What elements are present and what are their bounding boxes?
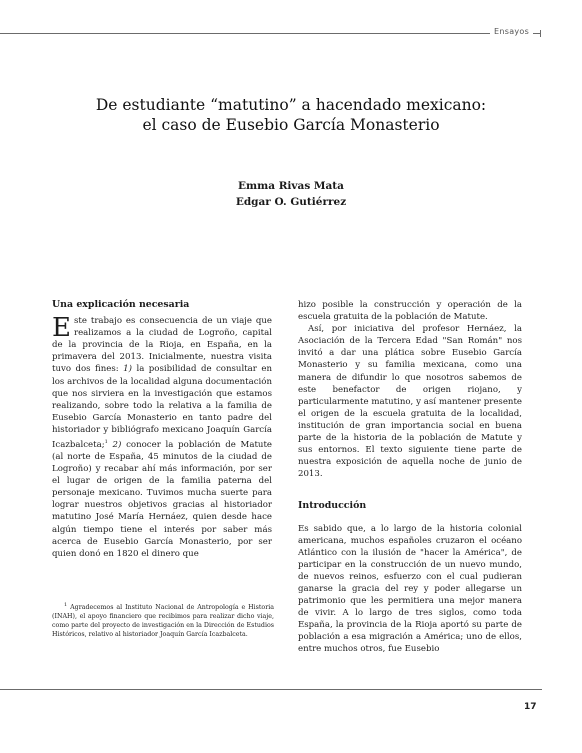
- body-paragraph: Así, por iniciativa del profesor Hernáez, la Asociación de la Tercera Edad "San Román" nos invitó a dar una plática sobre Eusebio García Monasterio y su familia mexicana, como una manera de difundir lo que nosotros sabemos de este benefactor de origen riojano, y particularmente matutino, y así mantener presente el origen de la escuela gratuita de la localidad, institución de gran importancia social en buena parte de la historia de la población de Matute y sus entornos. El texto siguiente tiene parte de nuestra exposición de aquella noche de junio de 2013.: [298, 324, 522, 480]
- body-paragraph: Es sabido que, a lo largo de la historia colonial americana, muchos españoles cruzaron el océano Atlántico con la ilusión de "hacer la América", de participar en la construcción de un nuevo mundo, de nuevos reinos, esfuerzo con el cual pudieran ganarse la gracia del rey y poder allegarse un patrimonio que les permitiera una mejor manera de vivir. A lo largo de tres siglos, como toda España, la provincia de la Rioja aportó su parte de población a esa migración a América; uno de ellos, entre muchos otros, fue Eusebio: [298, 523, 522, 655]
- footnote-mark: 1: [64, 602, 68, 608]
- author-list: [60, 178, 522, 210]
- article-title: [60, 95, 522, 135]
- left-column: [52, 299, 272, 560]
- right-column: [298, 299, 522, 656]
- page-number: 17: [524, 702, 537, 712]
- header-rule: [0, 33, 540, 34]
- section-heading: Introducción: [298, 500, 367, 512]
- body-paragraph: hizo posible la construcción y operación de la escuela gratuita de la población de Matute.: [298, 300, 522, 323]
- title-line-2: el caso de Eusebio García Monasterio: [142, 116, 440, 134]
- footnote: [52, 601, 274, 639]
- drop-cap: E: [52, 313, 71, 344]
- footnote-text: Agradecemos al Instituto Nacional de Antropología e Historia (INAH), el apoyo financiero que recibimos para realizar dicho viaje, como parte del proyecto de investigación en la Dirección de Estudios Históricos, relativo al historiador Joaquín García Icazbalceta.: [52, 604, 274, 639]
- title-line-1: De estudiante “matutino” a hacendado mexicano:: [95, 96, 487, 114]
- author-name: Emma Rivas Mata: [238, 180, 344, 192]
- author-name: Edgar O. Gutiérrez: [235, 196, 347, 208]
- footnote-ref[interactable]: 1: [104, 439, 108, 446]
- body-paragraph: Este trabajo es consecuencia de un viaje que realizamos a la ciudad de Logroño, capital de la provincia de la Rioja, en España, en la primavera del 2013. Inicialmente, nuestra visita tuvo dos fines: 1) la posibilidad de consultar en los archivos de la localidad alguna documentación que nos sirviera en la investigación que estamos realizando, sobre todo la relativa a la familia de Eusebio García Monasterio en tanto padre del historiador y bibliógrafo mexicano Joaquín García Icazbalceta;$^1$ 2) conocer la población de Matute (al norte de España, 45 minutos de la ciudad de Logroño) y recabar ahí más información, por ser el lugar de origen de la familia paterna del personaje mexicano. Tuvimos mucha suerte para lograr nuestros objetivos gracias al historiador matutino José María Hernáez, quien desde hace algún tiempo tiene el interés por saber más acerca de Eusebio García Monasterio, por ser quien donó en 1820 el dinero que: [52, 313, 273, 559]
- header-tick: [540, 30, 541, 37]
- footer-rule: [0, 689, 542, 690]
- section-label: Ensayos: [490, 27, 533, 36]
- section-heading: Una explicación necesaria: [52, 299, 190, 310]
